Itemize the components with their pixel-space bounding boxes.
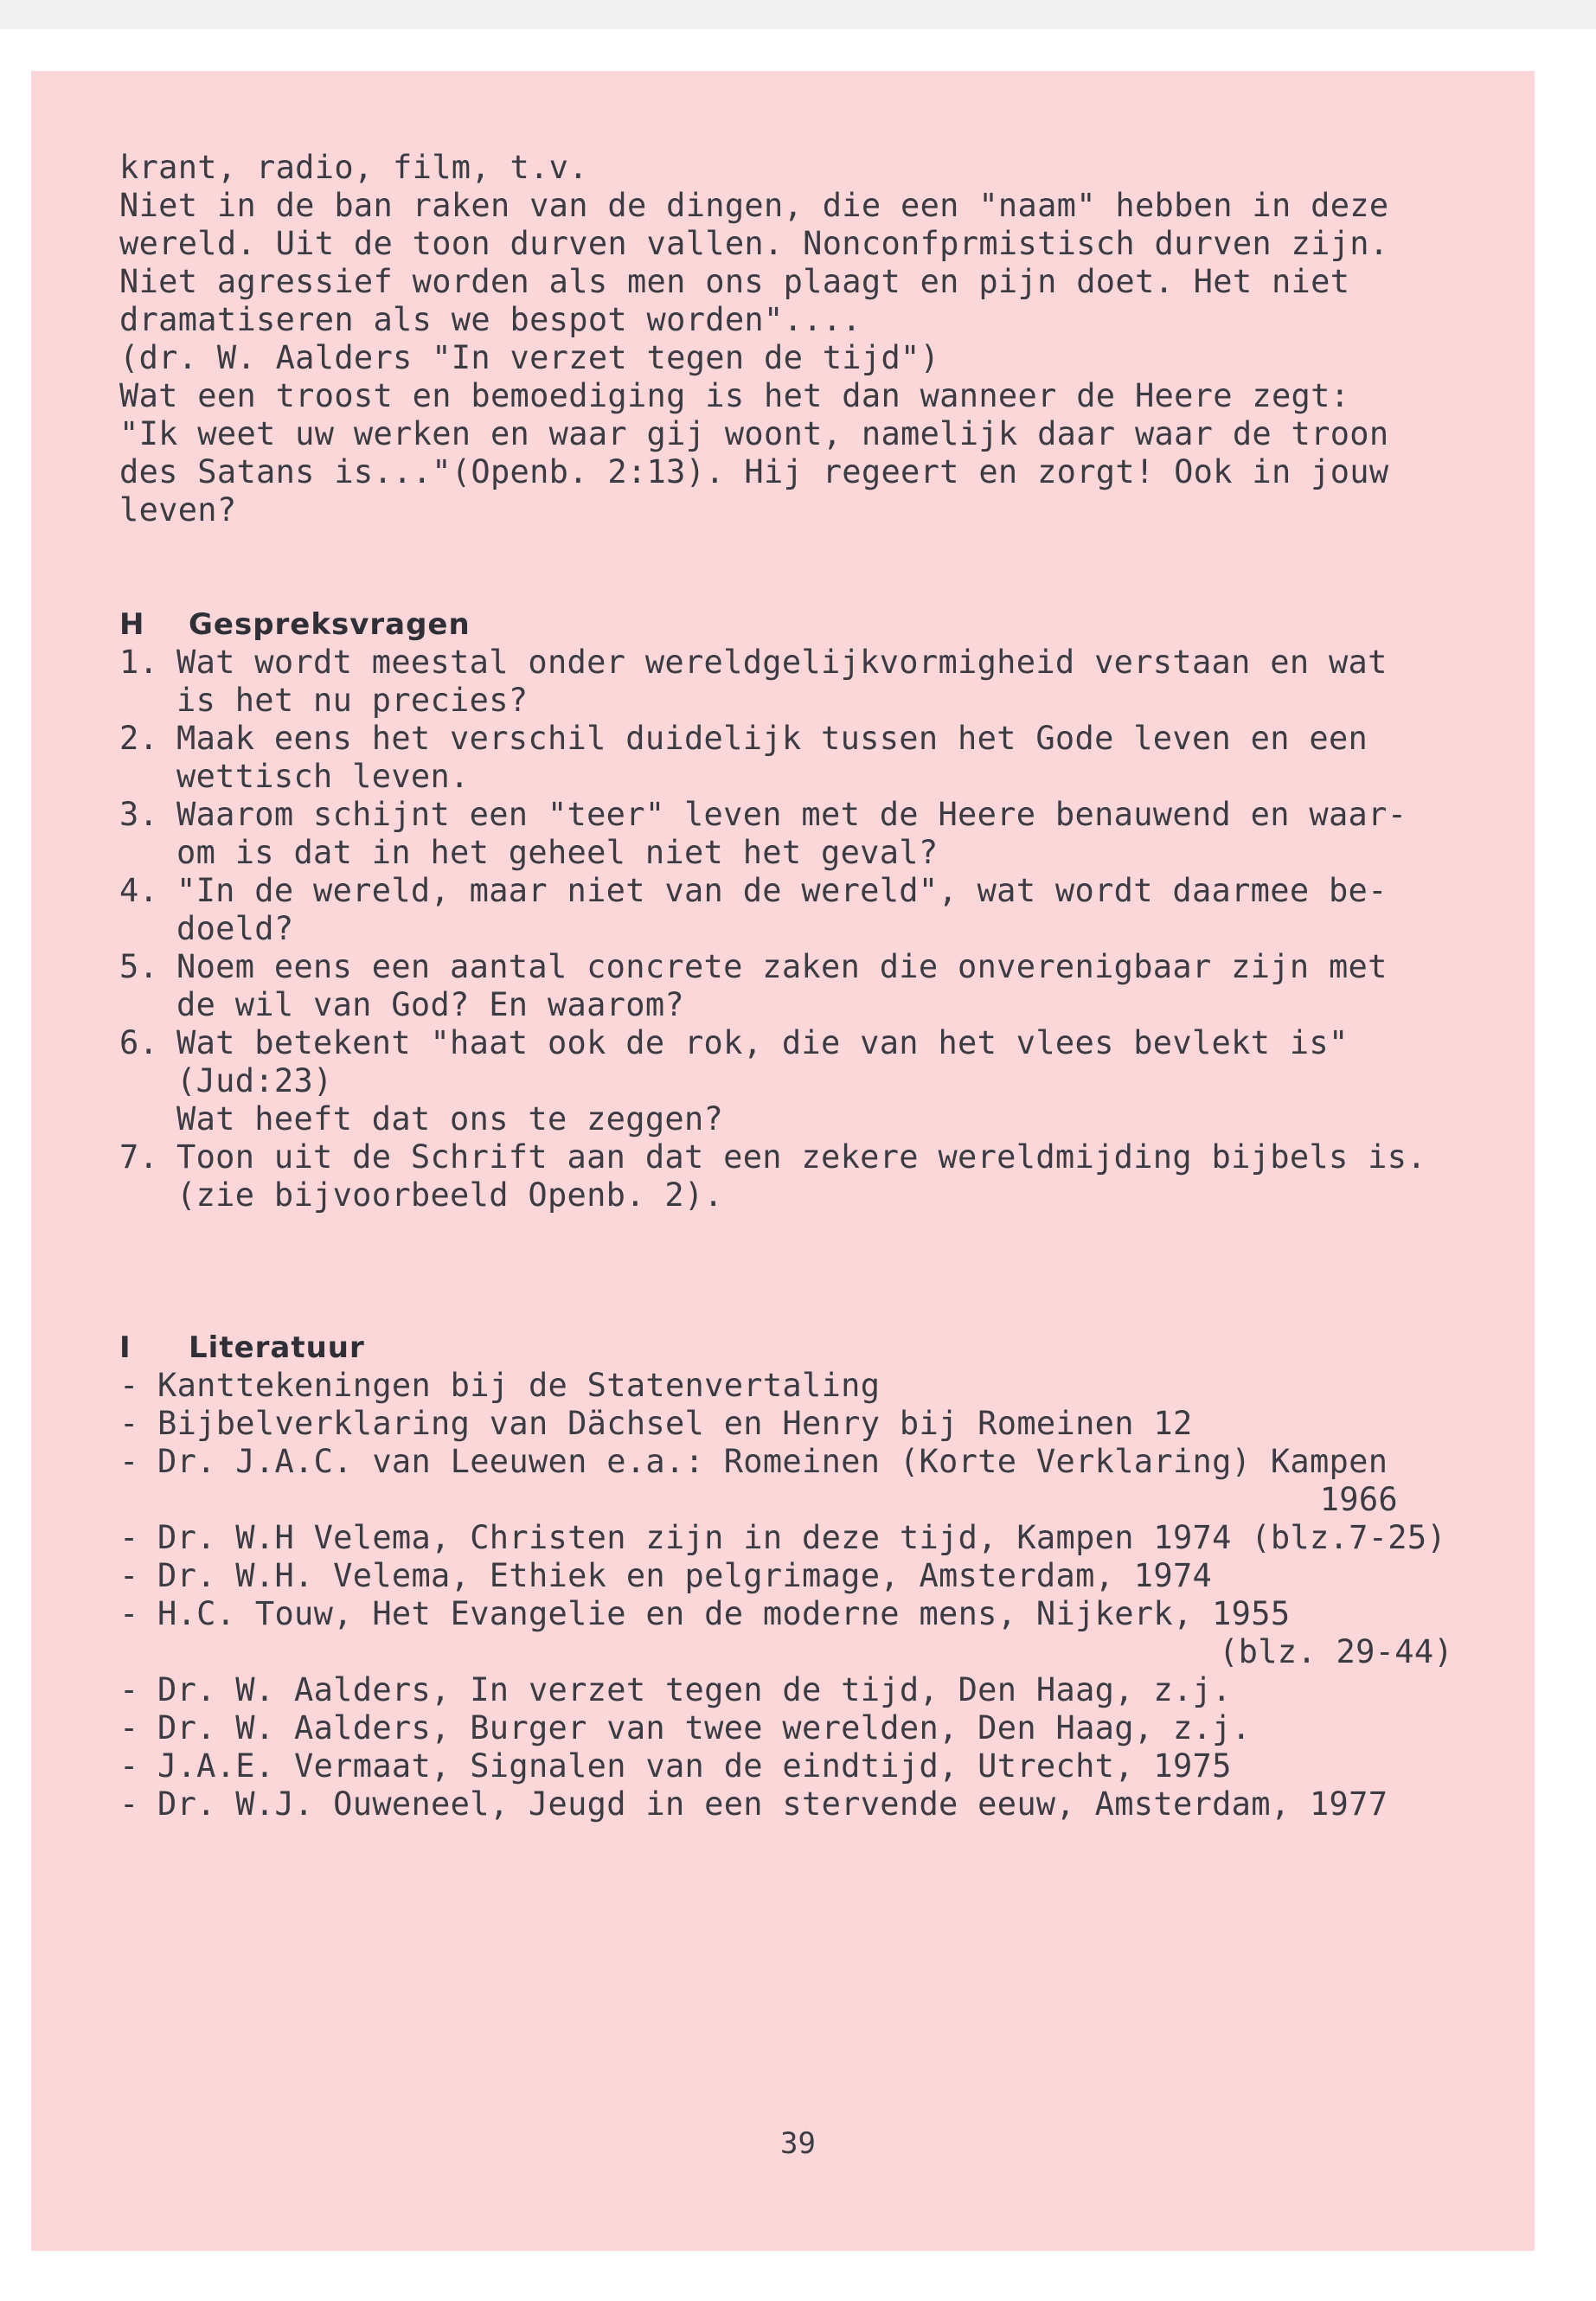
literature-text: Dr. W. Aalders, Burger van twee werelden, Den Haag, z.j.	[157, 1709, 1252, 1747]
question-line: "In de wereld, maar niet van de wereld", wat wordt daarmee be-	[176, 872, 1388, 909]
literature-text: Dr. W.H Velema, Christen zijn in deze tijd, Kampen 1974 (blz.7-25)	[157, 1519, 1447, 1556]
literature-item	[119, 1405, 1469, 1443]
question-number: 3.	[119, 796, 159, 833]
literature-item	[119, 1671, 1469, 1709]
question-line: Wat betekent "haat ook de rok, die van het vlees bevlekt is"	[176, 1024, 1349, 1061]
question-number: 5.	[119, 948, 159, 985]
question-line: (Jud:23)	[176, 1062, 333, 1099]
question-line: is het nu precies?	[176, 682, 529, 719]
question-line: Wat wordt meestal onder wereldgelijkvormigheid verstaan en wat	[176, 644, 1388, 681]
section-title: Literatuur	[189, 1330, 365, 1365]
question-item	[119, 948, 1469, 1024]
literature-item	[119, 1443, 1469, 1481]
list-dash: -	[119, 1785, 139, 1823]
list-dash: -	[119, 1747, 139, 1785]
literature-item	[119, 1595, 1469, 1633]
literature-item	[119, 1709, 1469, 1747]
literature-item	[119, 1557, 1469, 1595]
page-content	[119, 149, 1469, 1823]
question-line: Waarom schijnt een "teer" leven met de Heere benauwend en waar-	[176, 796, 1407, 833]
question-line: (zie bijvoorbeeld Openb. 2).	[176, 1176, 724, 1214]
literature-text: Dr. W. Aalders, In verzet tegen de tijd, Den Haag, z.j.	[157, 1671, 1232, 1708]
text-line: wereld. Uit de toon durven vallen. Nonconfprmistisch durven zijn.	[119, 225, 1389, 262]
section-title: Gespreksvragen	[189, 607, 471, 642]
literature-text: Bijbelverklaring van Dächsel en Henry bij Romeinen 12	[157, 1405, 1193, 1442]
list-dash: -	[119, 1405, 139, 1442]
literature-text: Kanttekeningen bij de Statenvertaling	[157, 1367, 881, 1404]
list-dash: -	[119, 1519, 139, 1556]
question-number: 6.	[119, 1024, 159, 1061]
text-line: (dr. W. Aalders "In verzet tegen de tijd")	[119, 339, 940, 376]
text-line: "Ik weet uw werken en waar gij woont, namelijk daar waar de troon	[119, 415, 1389, 452]
literature-item	[119, 1785, 1469, 1823]
question-number: 1.	[119, 644, 159, 681]
text-line: Niet agressief worden als men ons plaagt en pijn doet. Het niet	[119, 263, 1350, 300]
question-number: 4.	[119, 872, 159, 909]
list-dash: -	[119, 1709, 139, 1747]
literature-text: H.C. Touw, Het Evangelie en de moderne mens, Nijkerk, 1955	[157, 1595, 1291, 1632]
section-letter: I	[119, 1330, 131, 1365]
question-number: 2.	[119, 720, 159, 757]
text-line: Wat een troost en bemoediging is het dan wanneer de Heere zegt:	[119, 377, 1350, 414]
section-letter: H	[119, 607, 145, 642]
literature-continuation: (blz. 29-44)	[1219, 1633, 1453, 1670]
list-dash: -	[119, 1443, 139, 1480]
question-line: Noem eens een aantal concrete zaken die onverenigbaar zijn met	[176, 948, 1388, 985]
literature-item	[119, 1747, 1469, 1785]
questions-list	[119, 644, 1469, 1215]
literature-text: Dr. W.J. Ouweneel, Jeugd in een stervende eeuw, Amsterdam, 1977	[157, 1785, 1388, 1823]
text-line: krant, radio, film, t.v.	[119, 149, 588, 186]
literature-text: J.A.E. Vermaat, Signalen van de eindtijd, Utrecht, 1975	[157, 1747, 1232, 1785]
question-number: 7.	[119, 1138, 159, 1176]
page-number: 39	[780, 2126, 816, 2161]
question-item	[119, 872, 1469, 948]
literature-list	[119, 1367, 1469, 1823]
literature-continuation: 1966	[1319, 1481, 1398, 1518]
question-line: wettisch leven.	[176, 758, 470, 795]
list-dash: -	[119, 1671, 139, 1708]
question-line: Wat heeft dat ons te zeggen?	[176, 1100, 724, 1138]
question-item	[119, 720, 1469, 796]
list-dash: -	[119, 1557, 139, 1594]
literature-item	[119, 1519, 1469, 1557]
question-line: Maak eens het verschil duidelijk tussen het Gode leven en een	[176, 720, 1368, 757]
intro-paragraph	[119, 149, 1469, 529]
question-line: de wil van God? En waarom?	[176, 986, 684, 1023]
text-line: dramatiseren als we bespot worden"....	[119, 301, 862, 338]
list-dash: -	[119, 1595, 139, 1632]
literature-text: Dr. J.A.C. van Leeuwen e.a.: Romeinen (Korte Verklaring) Kampen	[157, 1443, 1388, 1480]
section-heading-gespreksvragen	[119, 606, 1469, 644]
question-line: om is dat in het geheel niet het geval?	[176, 834, 939, 871]
text-line: Niet in de ban raken van de dingen, die een "naam" hebben in deze	[119, 187, 1389, 224]
list-dash: -	[119, 1367, 139, 1404]
question-item	[119, 796, 1469, 872]
question-item	[119, 1024, 1469, 1138]
text-line: des Satans is..."(Openb. 2:13). Hij regeert en zorgt! Ook in jouw	[119, 453, 1389, 490]
section-heading-literatuur	[119, 1329, 1469, 1367]
question-item	[119, 1138, 1469, 1215]
literature-text: Dr. W.H. Velema, Ethiek en pelgrimage, Amsterdam, 1974	[157, 1557, 1213, 1594]
text-line: leven?	[119, 491, 237, 529]
question-line: Toon uit de Schrift aan dat een zekere wereldmijding bijbels is.	[176, 1138, 1426, 1176]
question-item	[119, 644, 1469, 720]
question-line: doeld?	[176, 910, 294, 947]
literature-item	[119, 1367, 1469, 1405]
